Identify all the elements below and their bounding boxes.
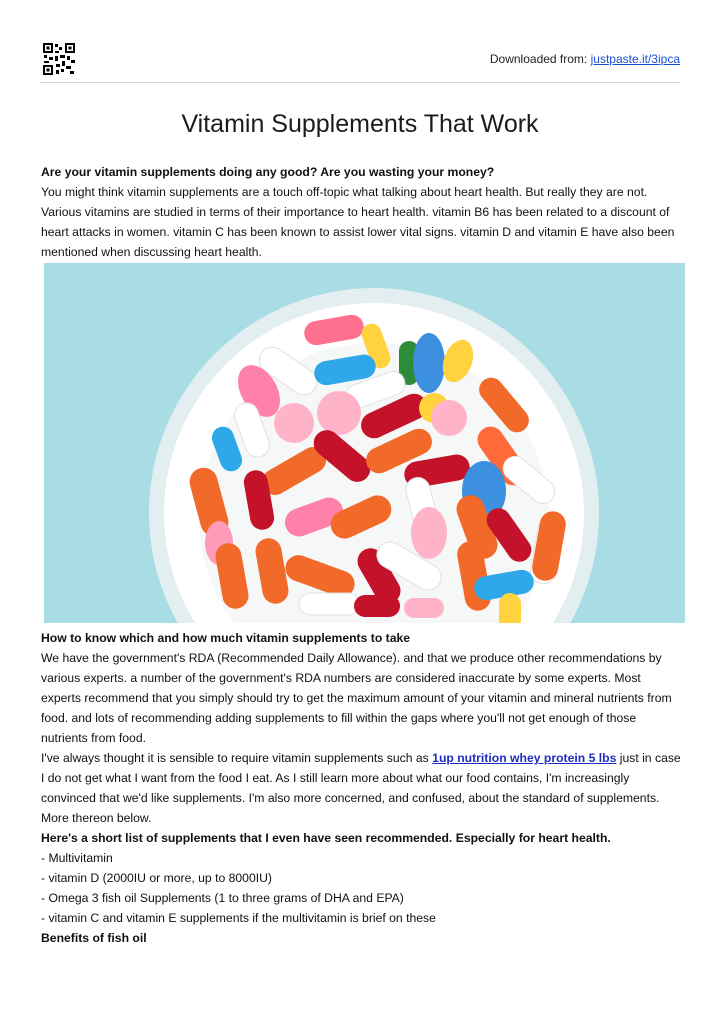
section2-heading: How to know which and how much vitamin supplements to take <box>41 631 411 645</box>
fish-oil-heading: Benefits of fish oil <box>41 931 147 945</box>
qr-code-icon <box>42 42 76 76</box>
intro-paragraph: You might think vitamin supplements are a touch off-topic what talking about heart health. But really they are not. Various vitamins are studied in terms of their importance to heart health. vitamin B6 has been related to a discount of heart attacks in women. vitamin C has been known to assist lower vital signs. vitamin D and vitamin E have also been mentioned when discussing heart health. <box>41 185 675 259</box>
p2-text-after: just in case I do not get what I want from the food I eat. As I still learn more about what our food contains, I'm increasingly convinced that we'd like supplements. I'm also more concerned, and confused, about the standard of supplements. More thereon below. <box>41 751 681 825</box>
intro-heading: Are your vitamin supplements doing any good? Are you wasting your money? <box>41 165 495 179</box>
p2-text-before: I've always thought it is sensible to require vitamin supplements such as <box>41 751 433 765</box>
list-item: - Omega 3 fish oil Supplements (1 to three grams of DHA and EPA) <box>41 891 404 905</box>
download-source <box>490 52 680 66</box>
list-item: - vitamin D (2000IU or more, up to 8000IU) <box>41 871 272 885</box>
page-title: Vitamin Supplements That Work <box>181 110 539 138</box>
header-divider <box>40 82 680 83</box>
section2-paragraph: We have the government's RDA (Recommended Daily Allowance). and that we produce other recommendations by various experts. a number of the government's RDA numbers are considered inaccurate by some experts. Most experts recommend that you simply should try to get the maximum amount of your vitamin and mineral nutrients from food. and lots of recommending adding supplements to fill within the gaps where you'll not get enough of those nutrients from food. <box>41 651 672 745</box>
downloaded-from-label: Downloaded from: <box>489 52 588 66</box>
list-item: - vitamin C and vitamin E supplements if the multivitamin is brief on these <box>41 911 436 925</box>
vitamin-pills-image <box>44 263 685 623</box>
section-how-much <box>41 628 683 948</box>
source-link[interactable]: justpaste.it/3ipca <box>590 52 680 66</box>
list-heading: Here's a short list of supplements that I even have seen recommended. Especially for heart health. <box>41 831 611 845</box>
pills-bowl-illustration <box>44 263 685 623</box>
section2-paragraph-2 <box>41 748 683 828</box>
list-item: - Multivitamin <box>41 851 113 865</box>
product-link[interactable]: 1up nutrition whey protein 5 lbs <box>432 751 617 765</box>
intro-section <box>41 162 683 262</box>
